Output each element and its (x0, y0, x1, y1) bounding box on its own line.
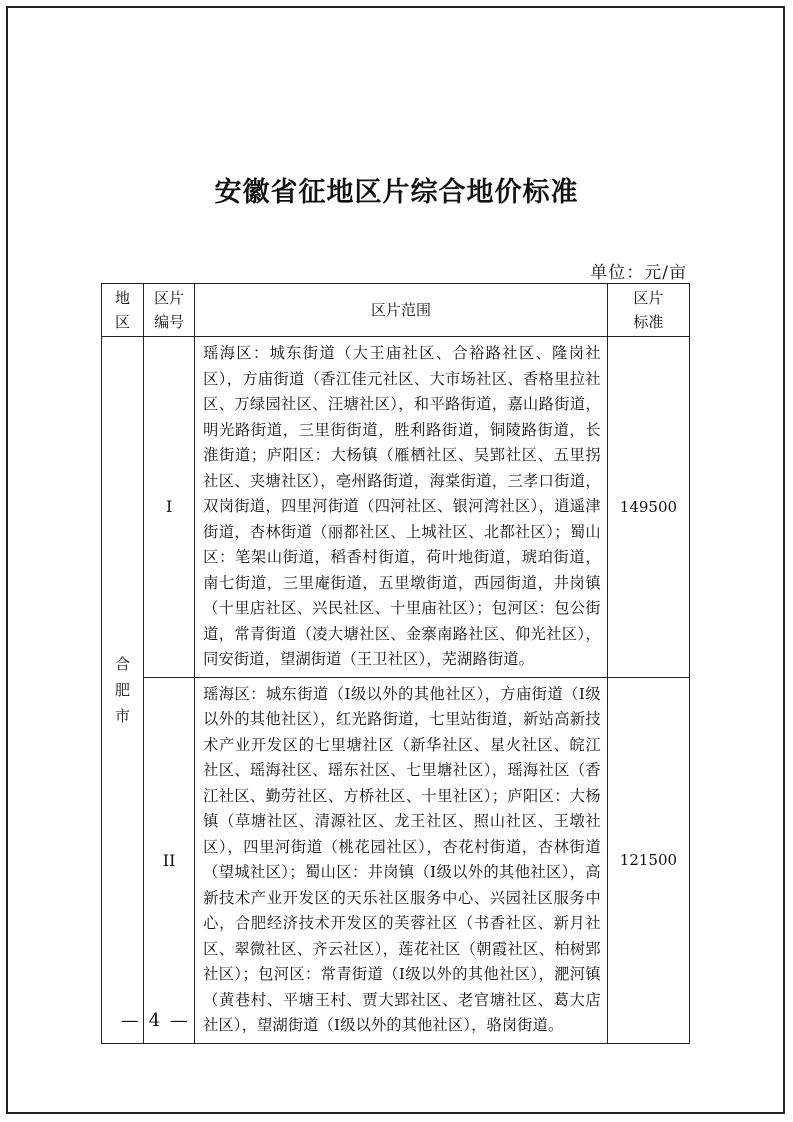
header-range: 区片范围 (195, 284, 608, 337)
zone-range-cell: 瑶海区：城东街道（大王庙社区、合裕路社区、隆岗社区），方庙街道（香江佳元社区、大市场社区、香格里拉社区、万绿园社区、汪塘社区），和平路街道，嘉山路街道，明光路街道，三里街街道，胜利路街道，铜陵路街道，长淮街道；庐阳区：大杨镇（雁栖社区、吴郢社区、五里拐社区、夹塘社区），亳州路街道，海棠街道，三孝口街道，双岗街道，四里河街道（四河社区、银河湾社区），逍遥津街道，杏林街道（丽都社区、上城社区、北都社区）；蜀山区：笔架山街道，稻香村街道，荷叶地街道，琥珀街道，南七街道，三里庵街道，五里墩街道，西园街道，井岗镇（十里店社区、兴民社区、十里庙社区）；包河区：包公街道，常青街道（凌大塘社区、金寨南路社区、仰光社区），同安街道，望湖街道（王卫社区），芜湖路街道。 (195, 337, 608, 678)
header-region: 地 区 (102, 284, 144, 337)
table-row (102, 337, 690, 678)
table-header-row (102, 284, 690, 337)
unit-label: 单位：元/亩 (590, 263, 687, 283)
zone-id-cell: I (144, 337, 195, 678)
zone-standard-cell: 149500 (607, 337, 689, 678)
table-row (102, 677, 690, 1043)
zone-standard-cell: 121500 (607, 677, 689, 1043)
header-standard: 区片 标准 (607, 284, 689, 337)
document-title: 安徽省征地区片综合地价标准 (214, 177, 579, 208)
zone-id-cell: II (144, 677, 195, 1043)
header-zone-id: 区片 编号 (144, 284, 195, 337)
zone-range-cell: 瑶海区：城东街道（Ⅰ级以外的其他社区），方庙街道（Ⅰ级以外的其他社区），红光路街道，七里站街道，新站高新技术产业开发区的七里塘社区（新华社区、星火社区、皖江社区、瑶海社区、瑶东社区、七里塘社区），瑶海社区（香江社区、勤劳社区、方桥社区、十里社区）；庐阳区：大杨镇（草塘社区、清源社区、龙王社区、照山社区、王墩社区），四里河街道（桃花园社区），杏花村街道，杏林街道（望城社区）；蜀山区：井岗镇（Ⅰ级以外的其他社区），高新技术产业开发区的天乐社区服务中心、兴园社区服务中心，合肥经济技术开发区的芙蓉社区（书香社区、新月社区、翠微社区、齐云社区），莲花社区（朝霞社区、柏树郢社区）；包河区：常青街道（Ⅰ级以外的其他社区），淝河镇（黄巷村、平塘王村、贾大郢社区、老官塘社区、葛大店社区），望湖街道（Ⅰ级以外的其他社区），骆岗街道。 (195, 677, 608, 1043)
page-number: — 4 — (121, 1010, 190, 1031)
land-price-table (101, 283, 690, 1044)
region-cell: 合 肥 市 (102, 337, 144, 1044)
